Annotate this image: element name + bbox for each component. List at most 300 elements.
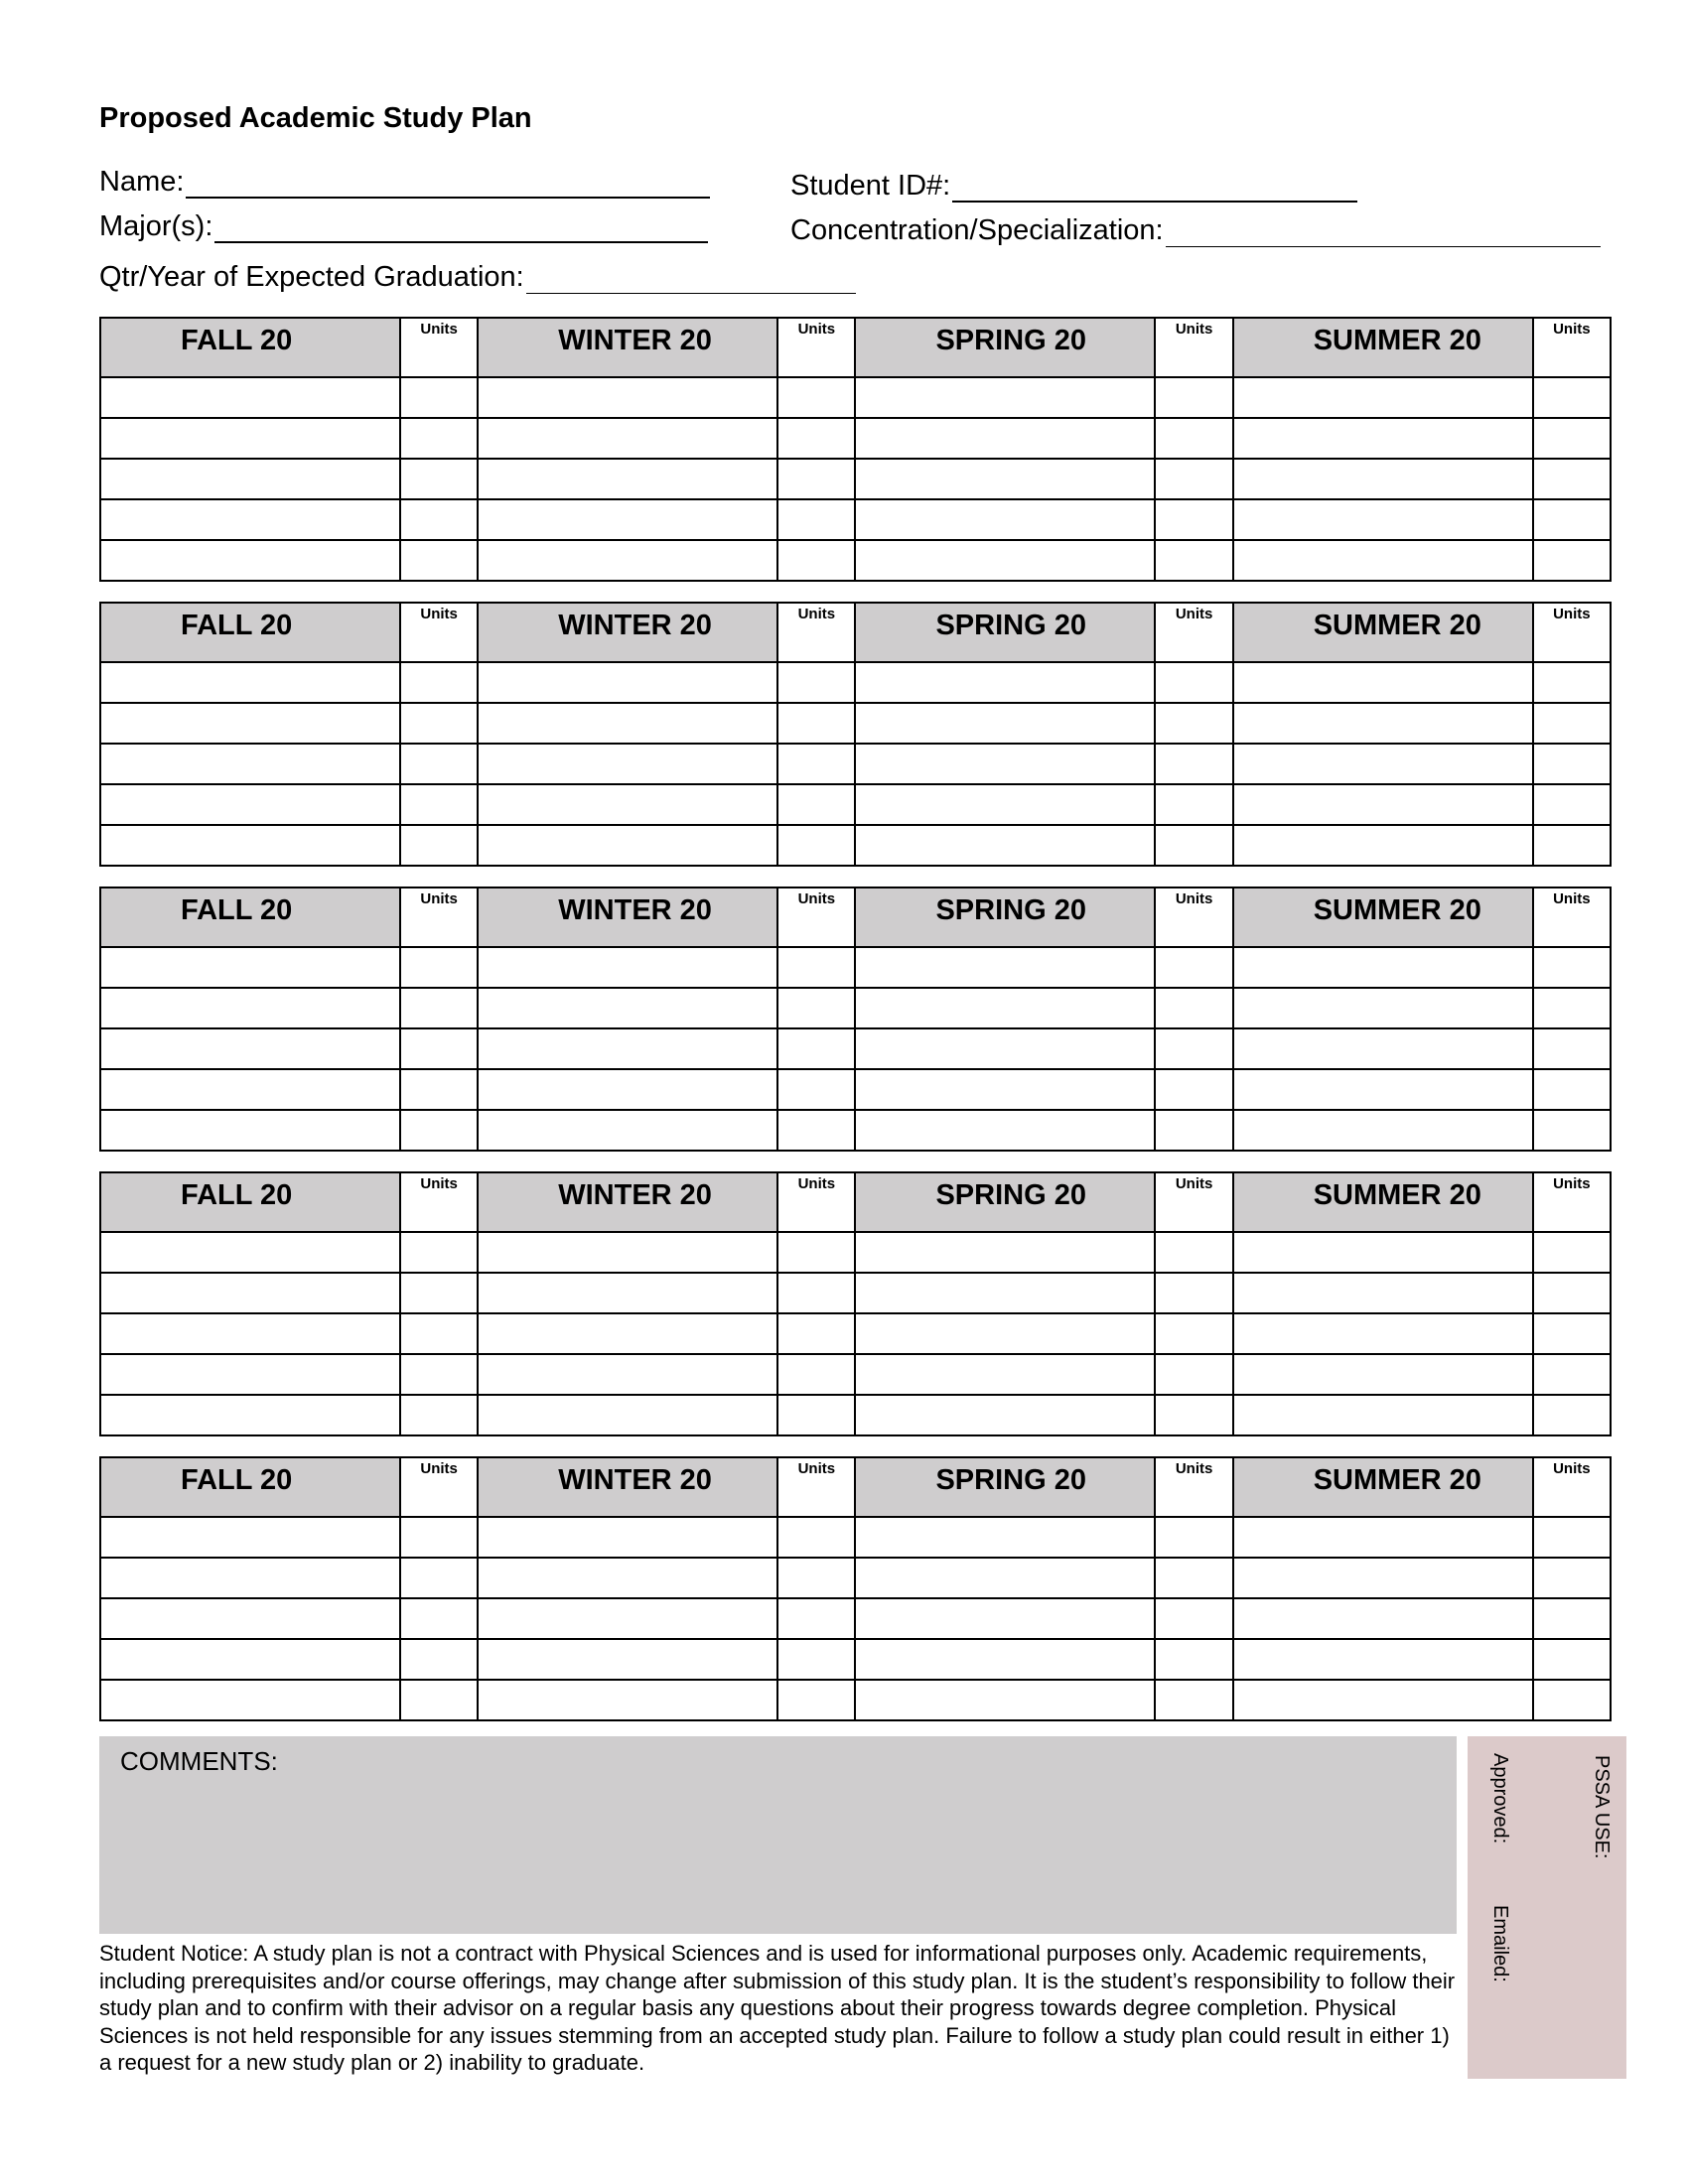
units-cell[interactable] [1533,499,1611,540]
course-cell[interactable] [855,1232,1155,1273]
course-cell[interactable] [855,499,1155,540]
units-cell[interactable] [1155,662,1232,703]
term-name: SUMMER 20 [1313,325,1481,356]
term-name: SPRING 20 [935,610,1086,641]
term-name: FALL 20 [181,1179,293,1211]
term-header-cell [855,318,1155,377]
units-cell[interactable] [1533,662,1611,703]
concentration-field[interactable] [790,214,1601,247]
units-cell[interactable] [1155,418,1232,459]
units-cell[interactable] [400,1069,478,1110]
units-cell[interactable] [1533,1354,1611,1395]
units-cell[interactable] [1155,540,1232,581]
units-cell[interactable] [777,988,855,1028]
student-id-input-line[interactable] [952,175,1357,203]
units-cell[interactable] [777,418,855,459]
year-block-table [99,1456,1612,1721]
units-cell[interactable] [1155,377,1232,418]
term-name: WINTER 20 [558,894,712,926]
units-cell[interactable] [777,784,855,825]
units-cell[interactable] [1533,1273,1611,1313]
units-cell[interactable] [777,1313,855,1354]
units-header-cell [400,1457,478,1517]
units-cell[interactable] [777,947,855,988]
units-cell[interactable] [400,1639,478,1680]
term-header-cell [1233,1457,1533,1517]
units-cell[interactable] [777,1273,855,1313]
units-cell[interactable] [400,1313,478,1354]
units-cell[interactable] [400,1395,478,1435]
course-cell[interactable] [1233,1069,1533,1110]
course-row [100,784,1611,825]
course-cell[interactable] [1233,1558,1533,1598]
units-header-cell [1155,318,1232,377]
course-cell[interactable] [100,1028,400,1069]
units-cell[interactable] [1533,377,1611,418]
course-cell[interactable] [478,1639,777,1680]
course-cell[interactable] [855,947,1155,988]
units-cell[interactable] [777,1069,855,1110]
course-cell[interactable] [100,1639,400,1680]
units-cell[interactable] [1533,1232,1611,1273]
units-cell[interactable] [1155,1354,1232,1395]
units-cell[interactable] [777,1639,855,1680]
term-header-cell [478,887,777,947]
term-header-cell [100,603,400,662]
units-cell[interactable] [1533,1598,1611,1639]
units-cell[interactable] [400,1110,478,1151]
graduation-input-line[interactable] [526,267,856,294]
course-cell[interactable] [1233,1680,1533,1720]
course-cell[interactable] [1233,459,1533,499]
term-name: SUMMER 20 [1313,1464,1481,1496]
units-label: Units [1553,890,1591,907]
course-row [100,1273,1611,1313]
course-cell[interactable] [1233,1517,1533,1558]
units-cell[interactable] [400,1273,478,1313]
units-cell[interactable] [400,947,478,988]
course-cell[interactable] [478,1069,777,1110]
units-label: Units [797,1175,836,1192]
units-cell[interactable] [400,377,478,418]
course-cell[interactable] [1233,1598,1533,1639]
units-header-cell [1155,603,1232,662]
units-cell[interactable] [1533,1517,1611,1558]
course-cell[interactable] [855,825,1155,866]
course-cell[interactable] [478,377,777,418]
units-header-cell [1533,887,1611,947]
units-cell[interactable] [1533,947,1611,988]
course-cell[interactable] [855,1110,1155,1151]
course-row [100,377,1611,418]
course-cell[interactable] [1233,1110,1533,1151]
course-cell[interactable] [1233,662,1533,703]
course-cell[interactable] [478,947,777,988]
course-cell[interactable] [478,1517,777,1558]
majors-input-line[interactable] [214,215,708,243]
units-cell[interactable] [777,377,855,418]
course-cell[interactable] [855,1598,1155,1639]
course-cell[interactable] [478,1232,777,1273]
course-cell[interactable] [1233,1639,1533,1680]
units-cell[interactable] [400,499,478,540]
course-cell[interactable] [100,703,400,744]
course-cell[interactable] [855,662,1155,703]
course-cell[interactable] [1233,988,1533,1028]
course-cell[interactable] [478,1680,777,1720]
units-cell[interactable] [777,703,855,744]
student-id-field[interactable] [790,170,1357,203]
course-cell[interactable] [478,1273,777,1313]
course-cell[interactable] [855,1313,1155,1354]
course-cell[interactable] [478,1395,777,1435]
units-cell[interactable] [1155,1313,1232,1354]
units-label: Units [1553,321,1591,338]
course-row [100,1110,1611,1151]
units-cell[interactable] [777,1028,855,1069]
course-row [100,1558,1611,1598]
course-cell[interactable] [1233,947,1533,988]
course-cell[interactable] [1233,1313,1533,1354]
emailed-label: Emailed: [1489,1905,1511,1982]
term-header-cell [855,603,1155,662]
year-block-table [99,317,1612,582]
course-cell[interactable] [100,662,400,703]
course-cell[interactable] [478,499,777,540]
course-cell[interactable] [100,459,400,499]
course-cell[interactable] [1233,1354,1533,1395]
course-cell[interactable] [855,1680,1155,1720]
units-label: Units [1553,1460,1591,1477]
course-cell[interactable] [478,703,777,744]
concentration-input-line[interactable] [1166,220,1601,247]
course-row [100,1313,1611,1354]
term-header-cell [100,1457,400,1517]
units-cell[interactable] [1533,459,1611,499]
units-header-cell [1155,1457,1232,1517]
units-cell[interactable] [400,744,478,784]
course-cell[interactable] [478,1110,777,1151]
units-cell[interactable] [1155,744,1232,784]
units-cell[interactable] [1155,1598,1232,1639]
units-cell[interactable] [777,499,855,540]
course-cell[interactable] [855,1028,1155,1069]
course-cell[interactable] [478,1028,777,1069]
units-label: Units [420,890,458,907]
course-cell[interactable] [855,1354,1155,1395]
units-cell[interactable] [1155,825,1232,866]
term-header-cell [1233,887,1533,947]
comments-box[interactable] [99,1736,1457,1934]
term-header-cell [1233,318,1533,377]
course-cell[interactable] [855,784,1155,825]
course-cell[interactable] [1233,377,1533,418]
course-cell[interactable] [1233,703,1533,744]
course-cell[interactable] [1233,1028,1533,1069]
units-cell[interactable] [777,1232,855,1273]
name-field[interactable] [99,166,710,199]
units-cell[interactable] [1155,1639,1232,1680]
units-cell[interactable] [400,540,478,581]
units-cell[interactable] [1533,1069,1611,1110]
units-header-cell [1155,1172,1232,1232]
term-header-cell [100,887,400,947]
course-cell[interactable] [1233,1232,1533,1273]
course-cell[interactable] [478,1598,777,1639]
units-cell[interactable] [400,1028,478,1069]
course-cell[interactable] [100,988,400,1028]
course-row [100,1395,1611,1435]
units-header-cell [400,1172,478,1232]
course-row [100,540,1611,581]
course-cell[interactable] [478,1354,777,1395]
course-cell[interactable] [100,418,400,459]
units-cell[interactable] [1533,1028,1611,1069]
units-header-cell [777,318,855,377]
course-cell[interactable] [1233,744,1533,784]
term-name: SPRING 20 [935,325,1086,356]
units-label: Units [1553,606,1591,622]
term-header-cell [855,887,1155,947]
units-cell[interactable] [777,1517,855,1558]
term-header-cell [478,318,777,377]
units-label: Units [420,1175,458,1192]
graduation-label: Qtr/Year of Expected Graduation: [99,261,524,293]
term-name: WINTER 20 [558,610,712,641]
units-cell[interactable] [1155,499,1232,540]
course-cell[interactable] [855,703,1155,744]
course-cell[interactable] [100,1558,400,1598]
term-name: FALL 20 [181,894,293,926]
course-cell[interactable] [855,1395,1155,1435]
units-cell[interactable] [400,1680,478,1720]
units-cell[interactable] [400,784,478,825]
course-cell[interactable] [855,459,1155,499]
units-cell[interactable] [1155,1028,1232,1069]
units-header-cell [777,887,855,947]
units-cell[interactable] [1155,784,1232,825]
student-notice: Student Notice: A study plan is not a contract with Physical Sciences and is used for informational purposes only. Academic requirements, including prerequisites and/or course offerings, may change after submission of this study plan. It is the student’s responsibility to follow their study plan and to confirm with their advisor on a regular basis any questions about their progress towards degree completion. Physical Sciences is not held responsible for any issues stemming from an accepted study plan. Failure to follow a study plan could result in either 1) a request for a new study plan or 2) inability to graduate. [99,1941,1456,2075]
units-cell[interactable] [400,1558,478,1598]
page-title: Proposed Academic Study Plan [99,102,532,134]
units-cell[interactable] [1155,947,1232,988]
units-label: Units [420,321,458,338]
units-cell[interactable] [1155,1110,1232,1151]
units-cell[interactable] [777,1110,855,1151]
units-cell[interactable] [777,540,855,581]
term-header-cell [1233,603,1533,662]
units-cell[interactable] [1533,1110,1611,1151]
term-header-cell [100,318,400,377]
units-cell[interactable] [1155,1395,1232,1435]
course-row [100,1517,1611,1558]
name-input-line[interactable] [186,171,710,199]
course-row [100,1639,1611,1680]
units-cell[interactable] [1533,1680,1611,1720]
name-label: Name: [99,166,185,198]
units-cell[interactable] [1533,540,1611,581]
units-cell[interactable] [400,1598,478,1639]
term-header-cell [855,1172,1155,1232]
units-label: Units [1175,1460,1213,1477]
units-cell[interactable] [1155,1069,1232,1110]
course-cell[interactable] [100,1354,400,1395]
course-cell[interactable] [855,540,1155,581]
units-label: Units [420,1460,458,1477]
course-row [100,662,1611,703]
course-cell[interactable] [855,1639,1155,1680]
term-header-cell [478,1172,777,1232]
units-label: Units [1175,1175,1213,1192]
units-label: Units [1553,1175,1591,1192]
units-cell[interactable] [1155,988,1232,1028]
units-cell[interactable] [400,825,478,866]
units-cell[interactable] [1533,825,1611,866]
course-cell[interactable] [100,1110,400,1151]
course-cell[interactable] [478,1313,777,1354]
units-label: Units [420,606,458,622]
course-cell[interactable] [100,1273,400,1313]
term-name: SPRING 20 [935,894,1086,926]
term-name: WINTER 20 [558,325,712,356]
units-cell[interactable] [1533,703,1611,744]
units-cell[interactable] [1533,784,1611,825]
course-row [100,703,1611,744]
course-cell[interactable] [100,1069,400,1110]
course-cell[interactable] [478,662,777,703]
units-label: Units [797,606,836,622]
units-cell[interactable] [400,703,478,744]
units-cell[interactable] [1155,1517,1232,1558]
course-cell[interactable] [855,1273,1155,1313]
course-cell[interactable] [100,947,400,988]
term-name: SUMMER 20 [1313,610,1481,641]
graduation-field[interactable] [99,261,856,294]
units-cell[interactable] [1533,744,1611,784]
units-label: Units [797,1460,836,1477]
course-cell[interactable] [1233,499,1533,540]
course-cell[interactable] [855,1517,1155,1558]
course-cell[interactable] [1233,418,1533,459]
units-cell[interactable] [400,418,478,459]
course-cell[interactable] [855,1558,1155,1598]
units-header-cell [777,1457,855,1517]
units-cell[interactable] [1533,1639,1611,1680]
course-cell[interactable] [478,825,777,866]
course-cell[interactable] [1233,825,1533,866]
units-header-cell [1533,1457,1611,1517]
course-row [100,947,1611,988]
units-cell[interactable] [777,662,855,703]
units-cell[interactable] [777,1558,855,1598]
course-cell[interactable] [100,1598,400,1639]
course-cell[interactable] [100,744,400,784]
course-cell[interactable] [855,744,1155,784]
year-block-table [99,887,1612,1152]
course-cell[interactable] [478,459,777,499]
course-cell[interactable] [1233,1395,1533,1435]
term-header-cell [478,603,777,662]
units-cell[interactable] [1155,1680,1232,1720]
course-cell[interactable] [100,1517,400,1558]
units-cell[interactable] [1533,1558,1611,1598]
units-cell[interactable] [1155,1232,1232,1273]
units-cell[interactable] [400,1354,478,1395]
units-cell[interactable] [400,1517,478,1558]
approved-label: Approved: [1489,1753,1511,1844]
term-header-cell [100,1172,400,1232]
course-cell[interactable] [100,1313,400,1354]
course-cell[interactable] [1233,1273,1533,1313]
units-cell[interactable] [1155,459,1232,499]
units-cell[interactable] [777,1598,855,1639]
course-cell[interactable] [855,377,1155,418]
course-cell[interactable] [100,499,400,540]
course-cell[interactable] [478,784,777,825]
course-cell[interactable] [855,1069,1155,1110]
term-header-row [100,1457,1611,1517]
course-cell[interactable] [478,1558,777,1598]
units-cell[interactable] [1155,703,1232,744]
course-cell[interactable] [100,540,400,581]
units-cell[interactable] [777,1680,855,1720]
term-name: SPRING 20 [935,1464,1086,1496]
units-cell[interactable] [777,1395,855,1435]
comments-label: COMMENTS: [120,1746,278,1776]
course-cell[interactable] [100,1395,400,1435]
units-cell[interactable] [777,744,855,784]
term-name: SPRING 20 [935,1179,1086,1211]
course-cell[interactable] [100,1680,400,1720]
units-header-cell [777,603,855,662]
units-header-cell [400,318,478,377]
course-cell[interactable] [855,988,1155,1028]
course-row [100,499,1611,540]
majors-field[interactable] [99,210,708,243]
pssa-use-label: PSSA USE: [1591,1755,1613,1859]
units-label: Units [797,321,836,338]
course-cell[interactable] [100,377,400,418]
course-cell[interactable] [100,784,400,825]
units-cell[interactable] [1533,988,1611,1028]
course-cell[interactable] [478,418,777,459]
units-cell[interactable] [400,988,478,1028]
units-cell[interactable] [1533,418,1611,459]
course-cell[interactable] [100,1232,400,1273]
units-header-cell [400,603,478,662]
term-header-cell [1233,1172,1533,1232]
course-cell[interactable] [478,540,777,581]
course-cell[interactable] [855,418,1155,459]
course-row [100,1354,1611,1395]
units-cell[interactable] [777,825,855,866]
units-cell[interactable] [1533,1395,1611,1435]
course-row [100,1028,1611,1069]
course-cell[interactable] [478,988,777,1028]
course-cell[interactable] [1233,784,1533,825]
course-cell[interactable] [1233,540,1533,581]
units-cell[interactable] [400,1232,478,1273]
units-cell[interactable] [1155,1273,1232,1313]
units-cell[interactable] [777,459,855,499]
course-cell[interactable] [100,825,400,866]
units-cell[interactable] [1155,1558,1232,1598]
units-cell[interactable] [400,459,478,499]
units-cell[interactable] [1533,1313,1611,1354]
units-cell[interactable] [400,662,478,703]
units-cell[interactable] [777,1354,855,1395]
course-cell[interactable] [478,744,777,784]
